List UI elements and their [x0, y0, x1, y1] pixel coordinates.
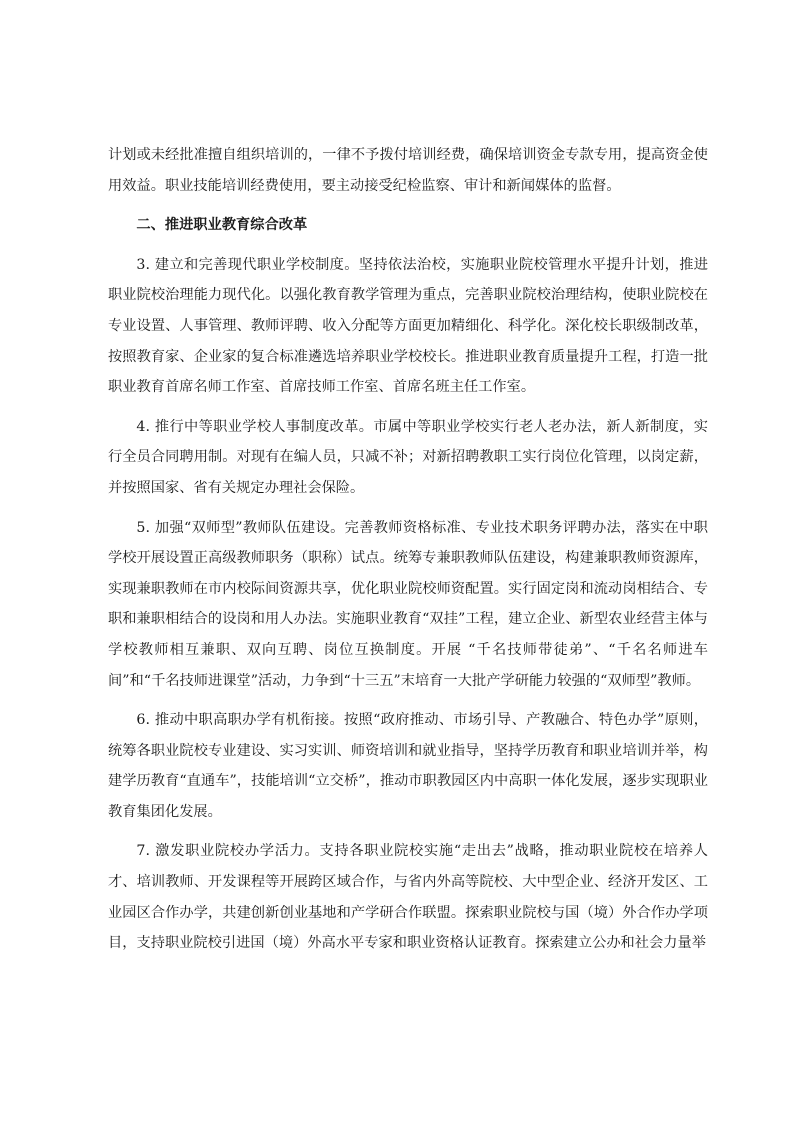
paragraph-item-6: 6. 推动中职高职办学有机衔接。按照“政府推动、市场引导、产教融合、特色办学”原则，统筹各职业院校专业建设、实习实训、师资培训和就业指导，坚持学历教育和职业培训并举，构建学历教育“直通车”，技能培训“立交桥”，推动市职教园区内中高职一体化发展，逐步实现职业教育集团化发展。 [108, 712, 708, 820]
paragraph-item-3: 3. 建立和完善现代职业学校制度。坚持依法治校，实施职业院校管理水平提升计划，推进职业院校治理能力现代化。以强化教育教学管理为重点，完善职业院校治理结构，使职业院校在专业设置、人事管理、教师评聘、收入分配等方面更加精细化、科学化。深化校长职级制改革，按照教育家、企业家的复合标准遴选培养职业学校校长。推进职业教育质量提升工程，打造一批职业教育首席名师工作室、首席技师工作室、首席名班主任工作室。 [108, 256, 708, 396]
section-heading: 二、推进职业教育综合改革 [136, 217, 308, 234]
paragraph-continuation: 计划或未经批准擅自组织培训的，一律不予拨付培训经费，确保培训资金专款专用，提高资金使用效益。职业技能培训经费使用，要主动接受纪检监察、审计和新闻媒体的监督。 [108, 147, 708, 194]
paragraph-item-4: 4. 推行中等职业学校人事制度改革。市属中等职业学校实行老人老办法，新人新制度，实行全员合同聘用制。对现有在编人员，只减不补；对新招聘教职工实行岗位化管理，以岗定薪，并按照国家、省有关规定办理社会保险。 [108, 418, 708, 496]
paragraph-item-7: 7. 激发职业院校办学活力。支持各职业院校实施“走出去”战略，推动职业院校在培养人才、培训教师、开发课程等开展跨区域合作，与省内外高等院校、大中型企业、经济开发区、工业园区合作办学，共建创新创业基地和产学研合作联盟。探索职业院校与国（境）外合作办学项目，支持职业院校引进国（境）外高水平专家和职业资格认证教育。探索建立公办和社会力量举 [108, 843, 708, 952]
document-body [108, 140, 708, 968]
paragraph-item-5: 5. 加强“双师型”教师队伍建设。完善教师资格标准、专业技术职务评聘办法，落实在中职学校开展设置正高级教师职务（职称）试点。统筹专兼职教师队伍建设，构建兼职教师资源库，实现兼职教师在市内校际间资源共享，优化职业院校师资配置。实行固定岗和流动岗相结合、专职和兼职相结合的设岗和用人办法。实施职业教育“双挂”工程，建立企业、新型农业经营主体与学校教师相互兼职、双向互聘、岗位互换制度。开展 “千名技师带徒弟”、“千名名师进车间”和“千名技师进课堂”活动，力争到“十三五”末培育一大批产学研能力较强的“双师型”教师。 [108, 519, 708, 689]
